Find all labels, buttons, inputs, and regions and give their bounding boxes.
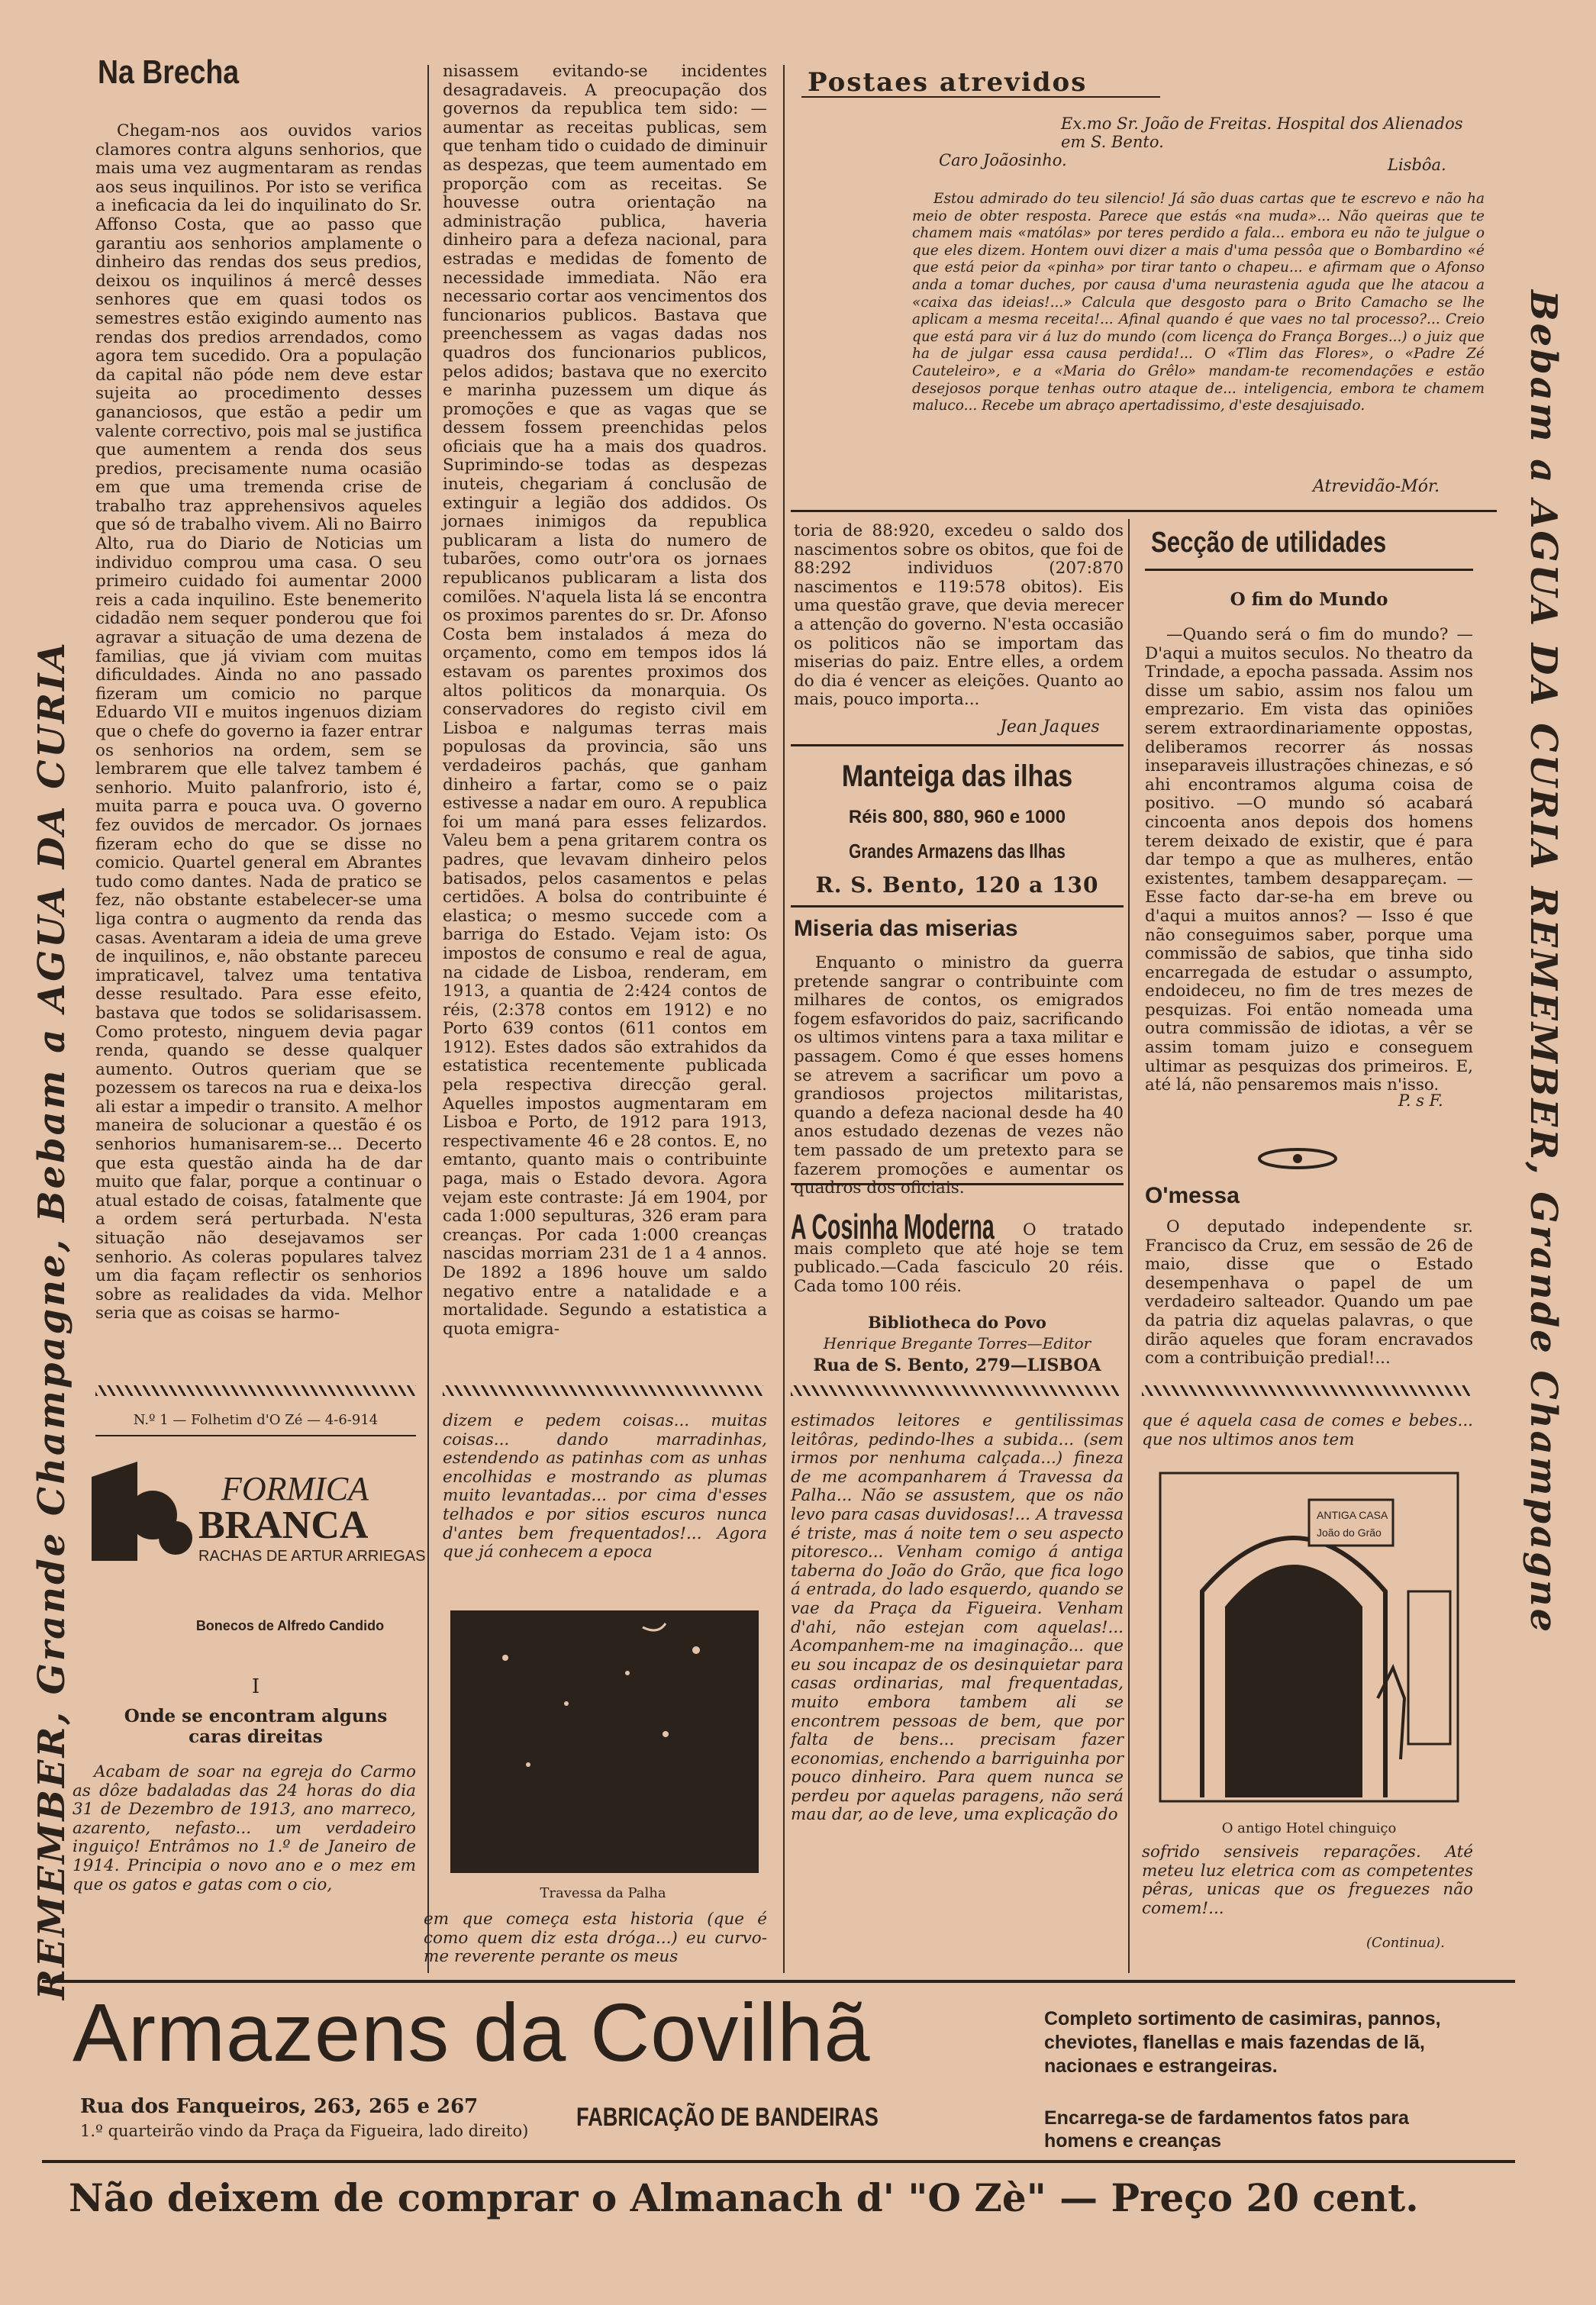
ornament-divider bbox=[95, 1385, 416, 1396]
miseria-title: Miseria das miserias bbox=[794, 916, 1018, 941]
folhetim-body-2: dizem e pedem coisas... muitas coisas... dando marradinhas, estendendo as patinhas com as unhas encolhidas e mostrando as plumas muito levantadas... por cima d'esses telhados e por sitios escuros nunca d'antes bem frequentados!... Agora que já conhecem a epoca bbox=[443, 1411, 767, 1562]
ad-fabricacao: FABRICAÇÃO DE BANDEIRAS bbox=[576, 2103, 879, 2132]
travessa-da-palha-illustration bbox=[450, 1610, 759, 1873]
omessa-title: O'messa bbox=[1145, 1183, 1240, 1208]
postaes-place: Lisbôa. bbox=[1388, 156, 1446, 174]
postaes-body: Estou admirado do teu silencio! Já são duas cartas que te escrevo e não ha meio de obter resposta. Parece que estás «na muda»... Não queiras que te chamem mais «matólas» por teres perdido a fala... embora eu não te julgue o que eles dizem. Hontem ouvi dizer a mais d'uma pessôa que o Bombardino «é que está peior da «pinha» por tirar tanto o chapeu... e afirmam que o Afonso anda a tomar duches, por causa d'uma neurastenia aguda que lhe atacou a «caixa das ideias!...» Calcula que desgosto para o Brito Camacho se lhe aplicam a mesma receita!... Afinal quando é que vaes no tal processo?... Creio que está para vir á luz do mundo (com licença do França Borges...) o juiz que ha de julgar essa causa perdida!... O «Tlim das Flores», o «Padre Zé Cauteleiro», e a «Maria do Grêlo» mandam-te recomendações e estão desejosos porque tenhas outro ataque de... inteligencia, embora te chamem maluco... Recebe um abraço apertadissimo, d'este desajuisado. bbox=[912, 191, 1485, 414]
folhetim-header: N.º 1 — Folhetim d'O Zé — 4-6-914 bbox=[133, 1412, 379, 1428]
illustration-caption: O antigo Hotel chinguiço bbox=[1221, 1820, 1397, 1836]
ad-name: Armazens da Covilhã bbox=[73, 1986, 871, 2078]
formica-branca-logo bbox=[84, 1454, 426, 1568]
ornament-divider bbox=[1142, 1385, 1470, 1396]
side-text-right: Bebam a AGUA DA CURIA REMEMBER, Grande Champagne bbox=[1522, 290, 1565, 1635]
chapter-number: I bbox=[251, 1675, 260, 1698]
article-title: Na Brecha bbox=[98, 53, 240, 91]
postaes-title: Postaes atrevidos bbox=[808, 67, 1088, 98]
manteiga-prices: Réis 800, 880, 960 e 1000 bbox=[848, 807, 1066, 827]
postaes-signature: Atrevidão-Mór. bbox=[1313, 477, 1440, 496]
rule bbox=[1145, 569, 1473, 571]
fim-signature: P. s F. bbox=[1398, 1091, 1443, 1110]
author-jean-jaques: Jean Jaques bbox=[1000, 717, 1100, 737]
svg-text:ANTIGA CASA: ANTIGA CASA bbox=[1317, 1509, 1388, 1521]
fim-do-mundo-title: O fim do Mundo bbox=[1230, 589, 1388, 610]
footer-almanach: Não deixem de comprar o Almanach d' "O Zè" — Preço 20 cent. bbox=[69, 2175, 1419, 2220]
omessa-body: O deputado independente sr. Francisco da Cruz, em sessão de 26 de maio, disse que o Estado desempenhava o papel de um verdadeiro salteador. Quando um pae da patria diz aquelas palavras, o que dirão aqueles que foram encravados com a contribuição predial!... bbox=[1145, 1217, 1473, 1368]
article-body-end: toria de 88:920, excedeu o saldo dos nascimentos sobre os obitos, que foi de 88:292 individuos (207:870 nascimentos e 119:578 obitos). Eis uma questão grave, que devia merecer a attenção do governo. N'esta occasião os politicos não se importam das miserias do paiz. Entre elles, a ordem do dia é vencer as eleições. Quanto ao mais, pouco importa... bbox=[794, 521, 1124, 710]
column-rule bbox=[783, 65, 785, 1973]
postaes-address: Ex.mo Sr. João de Freitas. Hospital dos Alienados em S. Bento. bbox=[1061, 114, 1463, 151]
fim-do-mundo-body: —Quando será o fim do mundo? — D'aqui a muitos seculos. No theatro da Trindade, a epocha passada. Assim nos disse um sabio, assim nos falou um emprezario. Em vista das opiniões serem extraordinariamente oppostas, deliberamos recorrer ás nossas inseparaveis illustrações chinezas, e só ahi encontramos alguma coisa de positivo. —O mundo só acabará cincoenta anos depois dos homens terem deixado de existir, que é para dar tempo a que as mulheres, então existentes, tambem desappareçam. — Esse facto dar-se-ha em breve ou d'aqui a muitos annos? — Isso é que não conseguimos saber, porque uma commissão de sabios, que tinha sido encarregada de estudar o assumpto, endoideceu, no fim de tres mezes de pesquizas. Foi então nomeada uma outra commissão de idiotas, a vêr se assim tomam juizo e conseguem ultimar as pesquizas dos primeiros. E, até lá, não pensaremos mais n'isso. bbox=[1145, 625, 1473, 1095]
svg-text:João do Grão: João do Grão bbox=[1317, 1526, 1382, 1539]
miseria-body: Enquanto o ministro da guerra pretende sangrar o contribuinte com milhares de contos, os emigrados fogem esfavoridos do paiz, sacrificando os ultimos vintens para a taxa militar e passagem. Como é que esses homens se atrevem a sacrificar um povo a grandiosos projectos militaristas, quando a defeza nacional desde ha 40 anos estudado dezenas de vezes não tem passado de um pretexto para se fazerem promoções e aumentar os quadros dos oficiais. bbox=[794, 953, 1124, 1198]
ad-right-text-2: Encarrega-se de fardamentos fatos para homens e creanças bbox=[1044, 2107, 1409, 2152]
column-rule bbox=[427, 65, 429, 1973]
manteiga-title: Manteiga das ilhas bbox=[841, 759, 1073, 793]
article-body: Chegam-nos aos ouvidos varios clamores contra alguns senhorios, que mais uma vez augmentaram as rendas aos seus inquilinos. Por isto se verifica a ineficacia da lei do inquilinato do Sr. Affonso Costa, que ao passo que garantiu aos senhorios amplamente o dinheiro das rendas dos seus predios, deixou os inquilinos á mercê desses senhores que em quasi todos os semestres estão exigindo aumento nas rendas dos predios arrendados, como agora tem sucedido. Ora a população da capital não póde nem deve estar sujeita ao procedimento desses gananciosos, que estão a pedir um valente correctivo, pois mal se justifica que aumentem a renda dos seus predios, precisamente numa ocasião em que uma tremenda crise de trabalho traz apprehensivos aqueles que só de trabalho vivem. Ali no Bairro Alto, rua do Diario de Noticias um individuo comprou uma casa. O seu primeiro cuidado foi aumentar 2000 reis a cada inquilino. Este benemerito cidadão nem sequer ponderou que foi agravar a situação de uma dezena de familias, que já viviam com muitas dificuldades. Ainda no ano passado fizeram um comicio no parque Eduardo VII e muitos ingenuos diziam que o chefe do governo ia fazer entrar os senhorios na ordem, sem se lembrarem que elle talvez tambem é senhorio. Muito palanfrorio, isto é, muita parra e pouca uva. O governo fez ouvidos de mercador. Os jornaes fizeram echo do que se disse no comicio. Quartel general em Abrantes tudo como dantes. Nada de pratico se fez, não obstante estabelecer-se uma liga contra o augmento da renda das casas. Aventaram a ideia de uma greve de inquilinos, e, não obstante pareceu impraticavel, talvez uma tentativa desse resultado. Para esse efeito, bastava que todos se solidarisassem. Como protesto, ninguem devia pagar renda, quando se desse qualquer aumento. Outros queriam que se pozessem os tarecos na rua e deixa-los ali estar a impedir o transito. A melhor maneira de solucionar a questão é os senhorios humanisarem-se... Decerto que esta questão ainda ha de dar muito que falar, porque a continuar o atual estado de coisas, fatalmente que a ordem será perturbada. N'esta situação não desejavamos ser senhorio. As coleras populares talvez um dia façam reflectir os senhorios sobre as realidades da vida. Melhor seria que as coisas se harmo- bbox=[95, 121, 422, 1323]
illustration-caption: Travessa da Palha bbox=[540, 1885, 666, 1901]
column-rule bbox=[1128, 519, 1130, 1973]
hotel-chinguico-illustration bbox=[1156, 1469, 1462, 1805]
rule bbox=[801, 96, 1160, 98]
ad-address: Rua dos Fanqueiros, 263, 265 e 267 bbox=[80, 2095, 479, 2118]
chapter-title: Onde se encontram alguns caras direitas bbox=[124, 1706, 388, 1747]
folhetim-body-3: em que começa esta historia (que é como quem diz esta dróga...) eu curvo-me reverente perante os meus bbox=[424, 1910, 767, 1967]
rule bbox=[42, 1980, 1515, 1983]
cosinha-body: O tratado mais completo que até hoje se tem publicado.—Cada fasciculo 20 réis. Cada tomo 100 réis. bbox=[794, 1220, 1124, 1296]
folhetim-body: Acabam de soar na egreja do Carmo as dôze badaladas das 24 horas do dia 31 de Dezembro de 1913, ano marreco, azarento, nefasto... um verdadeiro inguiço! Entrâmos no 1.º de Janeiro de 1914. Principia o novo ano e o mez em que os gatos e gatas com o cio, bbox=[73, 1762, 416, 1894]
cosinha-title: A Cosinha Moderna bbox=[791, 1207, 995, 1246]
ad-address-note: 1.º quarteirão vindo da Praça da Figueira, lado direito) bbox=[80, 2122, 529, 2140]
rule bbox=[42, 2160, 1515, 2163]
continua: (Continua). bbox=[1366, 1935, 1445, 1951]
cosinha-address: Rua de S. Bento, 279—LISBOA bbox=[813, 1356, 1101, 1375]
side-text-left: REMEMBER, Grande Champagne, Bebam a AGUA DA CURIA bbox=[31, 640, 73, 2000]
article-body-continued: nisassem evitando-se incidentes desagradaveis. A preocupação dos governos da republica tem sido: — aumentar as receitas publicas, sem que tenham tido o cuidado de diminuir as despezas, que teem aumentado em proporção com as receitas. Se houvesse outra orientação na administração publica, haveria dinheiro para a defeza nacional, para estradas e medidas de fomento de necessidade immediata. Não era necessario cortar aos vencimentos dos funcionarios publicos. Bastava que preenchessem as vagas dadas nos quadros dos funcionarios publicos, pelos adidos; bastava que no exercito e marinha puzessem um dique ás promoções e que as vagas que se dessem fossem preenchidas pelos oficiais que ha a mais dos quadros. Suprimindo-se todas as despezas inuteis, chegariam á conclusão de extinguir a legião dos addidos. Os jornaes inimigos da republica publicaram a lista do numero de tubarões, como outr'ora os jornaes republicanos publicaram a lista dos comilões. N'aquela lista lá se encontra os proximos parentes do sr. Dr. Afonso Costa bem instalados á meza do orçamento, como em tempos idos lá estavam os parentes proximos dos altos politicos da monarquia. Os conservadores do registo civil em Lisboa e nalgumas terras mais populosas da provincia, são uns verdadeiros pachás, que ganham dinheiro a fartar, como se o paiz estivesse a nadar em ouro. A republica foi um maná para esses felizardos. Valeu bem a pena gritarem contra os padres, que levavam dinheiro pelos batisados, pelos casamentos e pelas certidões. A bolsa do contribuinte é elastica; o mesmo succede com a barriga do Estado. Vejam isto: Os impostos de consumo e real de agua, na cidade de Lisboa, renderam, em 1913, a quantia de 2:424 contos de réis, (2:378 contos em 1912) e no Porto 639 contos (611 contos em 1912). Estes dados são extrahidos da estatistica recentemente publicada pela respectiva direcção geral. Aquelles impostos augmentaram em Lisboa e Porto, de 1912 para 1913, respectivamente 46 e 28 contos. E, no emtanto, quanto mais o contribuinte paga, mais o Estado devora. Agora vejam este contraste: Já em 1904, por cada 1:000 sepulturas, 326 eram para creanças. Por cada 1:000 creanças nascidas morriam 231 de 1 a 4 annos. De 1892 a 1896 houve um saldo negativo entre a natalidade e a mortalidade. Segundo a estatistica a quota emigra- bbox=[443, 62, 767, 1339]
rule bbox=[791, 744, 1124, 746]
svg-text:RACHAS DE ARTUR ARRIEGAS: RACHAS DE ARTUR ARRIEGAS bbox=[198, 1548, 426, 1565]
manteiga-shop: Grandes Armazens das Ilhas bbox=[849, 840, 1066, 862]
bonecos-credit: Bonecos de Alfredo Candido bbox=[195, 1618, 385, 1633]
ornament-flourish bbox=[1252, 1143, 1343, 1177]
ornament-divider bbox=[791, 1385, 1119, 1396]
cosinha-publisher: Bibliotheca do Povo bbox=[868, 1313, 1046, 1332]
svg-text:BRANCA: BRANCA bbox=[198, 1504, 369, 1547]
folhetim-body-4: estimados leitores e gentilissimas leitôras, pedindo-lhes a subida... (sem irmos por nenhuma calçada...) fineza de me acompanharem á Travessa da Palha... Não se assustem, que os não levo para casas duvidosas!... A travessa é triste, mas á noite tem o seu aspecto pitoresco... Venham comigo á antiga taberna do João do Grão, que fica logo á entrada, do lado esquerdo, quando se vae da Praça da Figueira. Venham d'ahi, não estejan com aquelas!... Acompanhem-me na imaginação... que eu sou incapaz de os desinquietar para casas ordinarias, mal frequentadas, muito embora tambem ali se encontrem pessoas de bem, que por falta de bens... precisam fazer economias, enchendo a barriguinha por pouco dinheiro. Para quem nunca se perdeu por aquelas paragens, não será mau dar, ao de leve, uma explicação do bbox=[791, 1411, 1124, 1825]
rule bbox=[95, 1435, 416, 1436]
ornament-divider bbox=[443, 1385, 763, 1396]
rule bbox=[791, 1183, 1124, 1185]
folhetim-body-5: que é aquela casa de comes e bebes... que nos ultimos anos tem bbox=[1142, 1411, 1473, 1449]
rule bbox=[791, 510, 1497, 512]
utilidades-title: Secção de utilidades bbox=[1151, 527, 1387, 559]
manteiga-address: R. S. Bento, 120 a 130 bbox=[815, 872, 1099, 898]
postaes-greeting: Caro Joãosinho. bbox=[939, 151, 1067, 169]
rule bbox=[791, 905, 1124, 907]
folhetim-body-6: sofrido sensiveis reparações. Até meteu luz eletrica com as competentes pêras, unicas que os freguezes não comem!... bbox=[1142, 1842, 1473, 1918]
ad-right-text: Completo sortimento de casimiras, pannos, cheviotes, flanellas e mais fazendas de lã, nacionaes e estrangeiras. bbox=[1044, 2008, 1441, 2077]
svg-text:FORMICA: FORMICA bbox=[221, 1470, 369, 1507]
cosinha-editor: Henrique Bregante Torres—Editor bbox=[823, 1334, 1091, 1352]
